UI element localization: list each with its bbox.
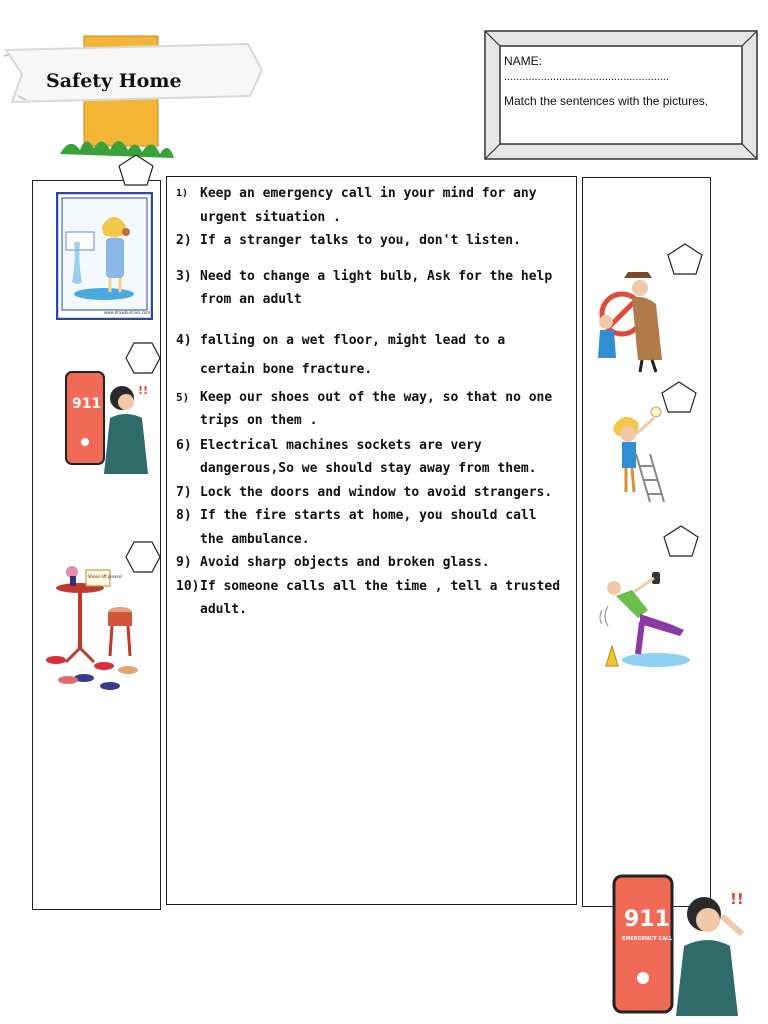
sentence-item: 5) Keep our shoes out of the way, so that no one trips on them . [176,389,553,428]
answer-slot-pentagon[interactable] [662,524,700,558]
shoes-table-picture [44,556,146,698]
answer-slot-pentagon[interactable] [117,153,155,187]
sentence-list [176,182,566,622]
wet-floor-picture [598,566,694,674]
bathroom-girl-picture [56,192,153,320]
sentence-item: 9) Avoid sharp objects and broken glass. [176,555,490,570]
name-label: NAME: [504,54,543,68]
svg-text:www.drawbunnies.com: www.drawbunnies.com [104,310,151,315]
title-signpost [0,30,270,160]
instruction-text: Match the sentences with the pictures. [504,94,709,108]
sentence-item: 1) Keep an emergency call in your mind for any urgent situation . [176,186,537,225]
sentence-item: 2) If a stranger talks to you, don't listen. [176,233,521,248]
sentence-item: 7) Lock the doors and window to avoid strangers. [176,484,553,500]
sentence-item: 8) If the fire starts at home, you should call the ambulance. [176,508,537,547]
svg-text:!!: !! [730,890,744,908]
page-title: Safety Home [46,70,182,92]
sentence-item: 6) Electrical machines sockets are very dangerous,So we should stay away from them. [176,437,537,476]
svg-text:911: 911 [72,396,102,412]
emergency-call-picture [58,368,156,486]
svg-text:Shoes off please!: Shoes off please! [88,574,123,579]
ladder-lightbulb-picture [610,404,674,504]
svg-text:911: 911 [624,907,670,932]
name-panel [504,46,742,146]
emergency-call-picture-large [604,868,754,1018]
sentence-item: 4) falling on a wet floor, might lead to a certain bone fracture. [176,332,506,377]
svg-text:!!: !! [138,384,149,397]
sentence-item: 10) If someone calls all the time , tell a trusted adult. [176,578,561,617]
name-field[interactable]: ...................................................... [504,71,670,83]
svg-text:EMERGENCY CALL: EMERGENCY CALL [622,936,673,942]
stranger-picture [594,268,690,376]
sentence-item: 3) Need to change a light bulb, Ask for the help from an adult [176,268,553,307]
